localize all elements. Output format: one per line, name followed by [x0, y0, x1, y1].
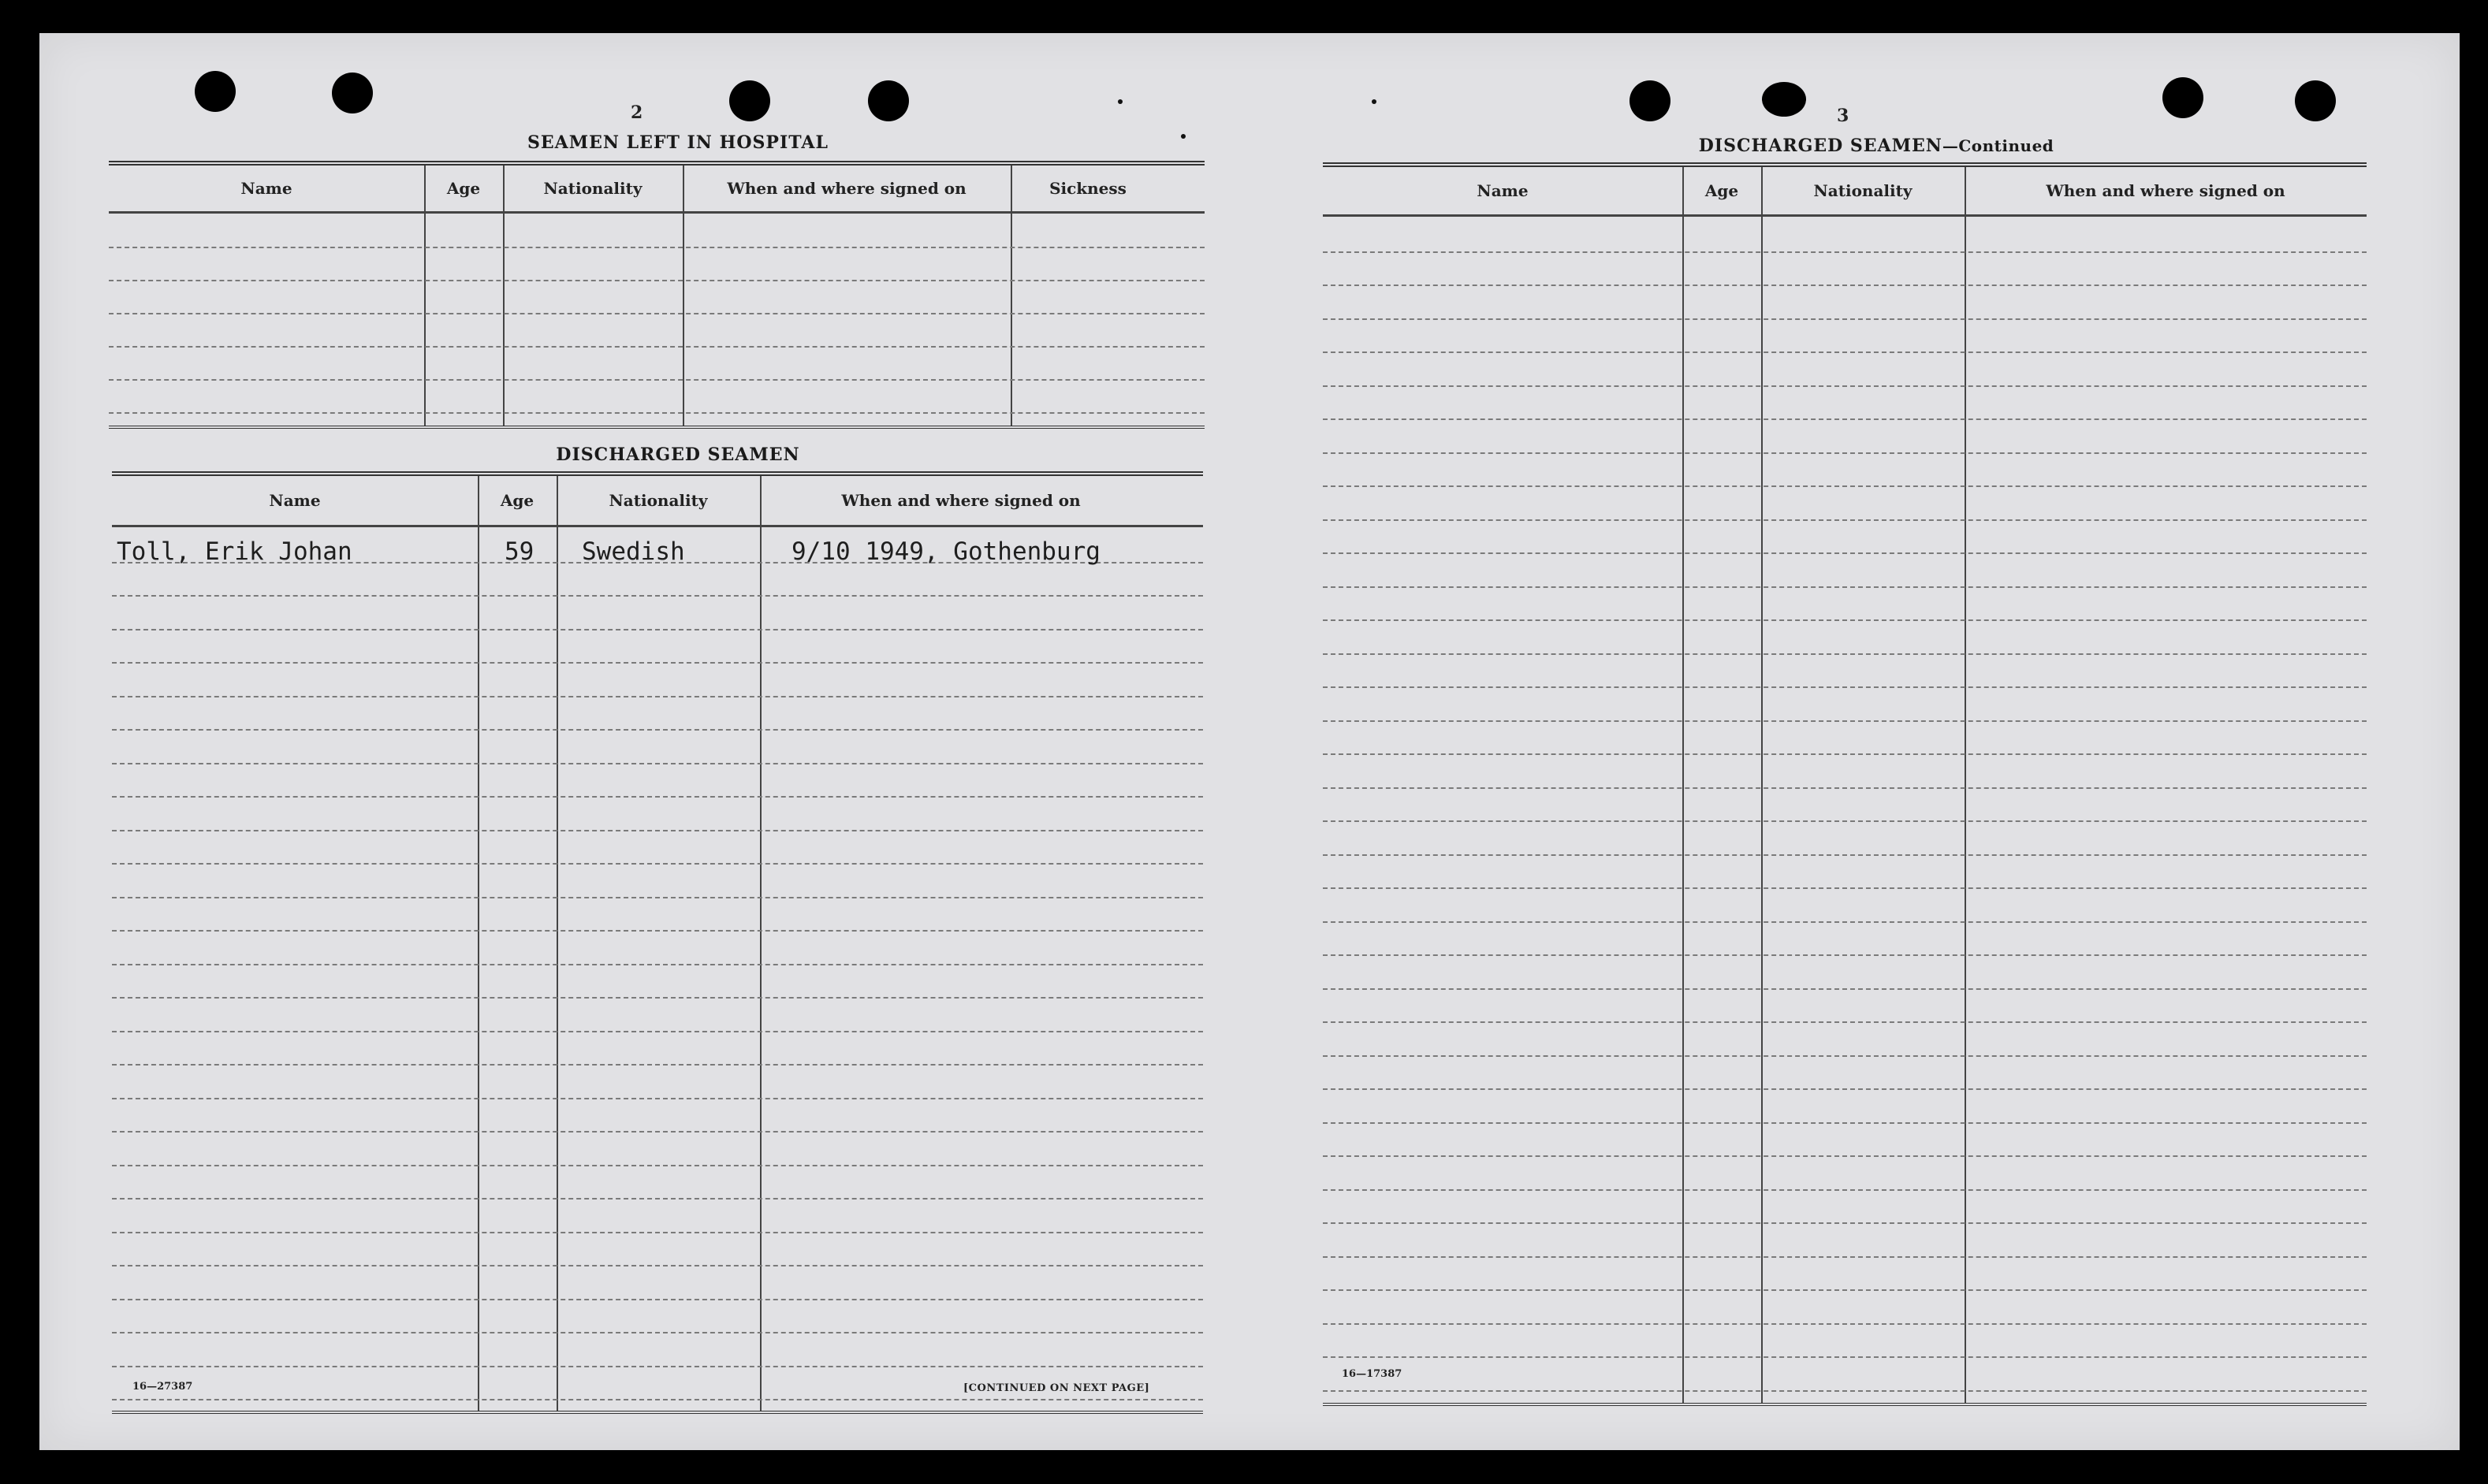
table-row	[1323, 619, 2367, 655]
column-header-signed-on: When and where signed on	[841, 491, 1081, 510]
table-row	[112, 1265, 1203, 1300]
column-header-age: Age	[500, 491, 534, 510]
column-header-nationality: Nationality	[609, 491, 708, 510]
table-row	[112, 1299, 1203, 1334]
table-row	[1323, 452, 2367, 488]
form-number-left: 16—27387	[132, 1381, 193, 1393]
column-header-nationality: Nationality	[1813, 181, 1913, 200]
discharged-continued-title-main: DISCHARGED SEAMEN	[1698, 136, 1942, 156]
table-row	[1323, 586, 2367, 622]
table-row	[112, 997, 1203, 1032]
table-row	[1323, 218, 2367, 253]
table-row	[112, 1131, 1203, 1166]
table-row	[1323, 854, 2367, 890]
table-row	[1323, 954, 2367, 990]
table-row	[112, 897, 1203, 932]
hospital-table-header	[109, 166, 1205, 214]
table-row	[1323, 1122, 2367, 1158]
table-row	[112, 595, 1203, 630]
table-row	[112, 863, 1203, 898]
table-row	[112, 562, 1203, 597]
table-row	[112, 796, 1203, 831]
column-header-age: Age	[446, 179, 481, 198]
discharged-continued-title-suffix: —Continued	[1942, 136, 2054, 155]
table-row	[112, 1031, 1203, 1066]
binder-hole	[2295, 80, 2336, 121]
binder-hole	[1762, 82, 1806, 117]
form-number-right: 16—17387	[1342, 1368, 1402, 1380]
table-row	[1323, 251, 2367, 287]
table-row	[112, 696, 1203, 731]
speck	[1372, 99, 1376, 104]
table-row	[1323, 1222, 2367, 1258]
table-row	[109, 346, 1205, 381]
discharged-section-title: DISCHARGED SEAMEN	[556, 444, 800, 465]
table-row	[112, 763, 1203, 798]
column-header-name: Name	[240, 179, 292, 198]
column-header-signed-on: When and where signed on	[2046, 181, 2285, 200]
table-row	[112, 964, 1203, 999]
entry-age: 59	[505, 537, 534, 566]
entry-nationality: Swedish	[582, 537, 685, 566]
discharged-continued-header	[1323, 167, 2367, 217]
table-row	[112, 1198, 1203, 1233]
binder-hole	[1629, 80, 1670, 121]
table-row	[1323, 720, 2367, 756]
table-row	[112, 830, 1203, 865]
table-row	[1323, 1189, 2367, 1225]
table-row	[112, 629, 1203, 664]
continued-note: [CONTINUED ON NEXT PAGE]	[963, 1382, 1150, 1394]
binder-hole	[729, 80, 770, 121]
entry-name: Toll, Erik Johan	[117, 537, 352, 566]
binder-hole	[2162, 77, 2203, 118]
table-row	[112, 1232, 1203, 1267]
table-row	[1323, 1088, 2367, 1124]
table-row	[1323, 653, 2367, 689]
table-row	[1323, 1055, 2367, 1091]
table-row	[1323, 887, 2367, 923]
table-row	[112, 1064, 1203, 1099]
table-row	[109, 313, 1205, 348]
table-row	[1323, 753, 2367, 789]
column-header-name: Name	[269, 491, 321, 510]
table-row	[1323, 285, 2367, 320]
table-row	[112, 1165, 1203, 1200]
table-row	[1323, 787, 2367, 823]
column-header-name: Name	[1477, 181, 1529, 200]
table-row	[1323, 1323, 2367, 1359]
table-row	[1323, 1356, 2367, 1392]
column-header-age: Age	[1704, 181, 1739, 200]
table-row	[109, 280, 1205, 314]
table-row	[112, 930, 1203, 965]
table-row	[1323, 485, 2367, 521]
table-row	[1323, 686, 2367, 722]
discharged-table-header	[112, 476, 1203, 527]
table-row	[109, 379, 1205, 414]
table-row	[1323, 988, 2367, 1024]
binder-hole	[332, 73, 373, 113]
table-row	[1323, 1021, 2367, 1057]
table-row	[112, 662, 1203, 697]
table-row	[1323, 820, 2367, 856]
entry-signed-on: 9/10 1949, Gothenburg	[791, 537, 1101, 566]
table-row	[112, 729, 1203, 764]
table-row	[1323, 552, 2367, 588]
binder-hole	[868, 80, 909, 121]
table-row	[1323, 1289, 2367, 1325]
column-header-signed-on: When and where signed on	[727, 179, 967, 198]
document-sheet	[39, 33, 2460, 1450]
binder-hole	[195, 71, 236, 112]
speck	[1181, 134, 1186, 139]
hospital-section-title: SEAMEN LEFT IN HOSPITAL	[527, 132, 829, 153]
table-row	[109, 247, 1205, 281]
discharged-table	[112, 471, 1203, 1414]
column-header-nationality: Nationality	[543, 179, 642, 198]
discharged-continued-title	[1529, 136, 2223, 156]
table-row	[1323, 385, 2367, 421]
page-number-left: 2	[631, 102, 643, 123]
table-row	[1323, 418, 2367, 454]
table-row	[109, 214, 1205, 248]
table-row	[1323, 318, 2367, 354]
table-row	[1323, 921, 2367, 957]
speck	[1118, 99, 1123, 104]
page-number-right: 3	[1837, 106, 1849, 126]
column-header-sickness: Sickness	[1049, 179, 1127, 198]
table-row	[1323, 519, 2367, 555]
table-row	[112, 1098, 1203, 1133]
table-row	[1323, 1256, 2367, 1292]
hospital-table	[109, 161, 1205, 429]
table-row	[1323, 351, 2367, 387]
table-row	[1323, 1155, 2367, 1191]
table-row	[112, 1332, 1203, 1367]
discharged-continued-table	[1323, 162, 2367, 1406]
